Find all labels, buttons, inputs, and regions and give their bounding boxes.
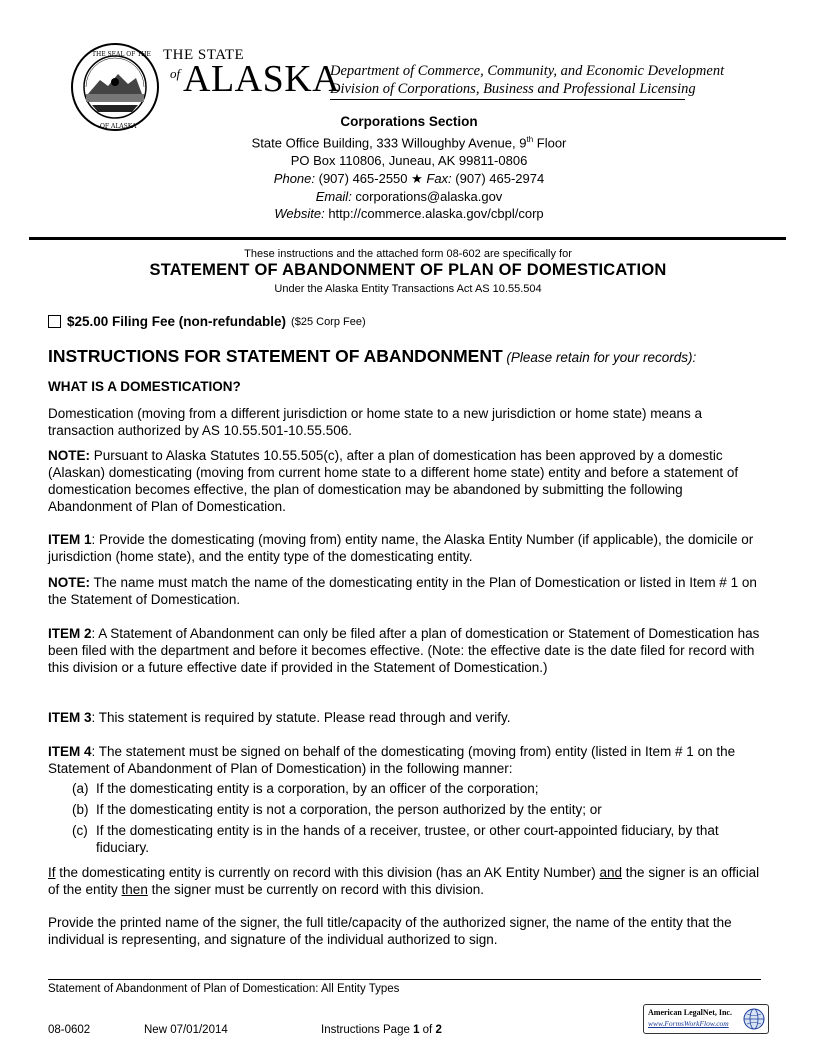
- phone-label: Phone:: [273, 170, 315, 186]
- filing-fee-row: [48, 314, 366, 329]
- what-is-heading: WHAT IS A DOMESTICATION?: [48, 379, 241, 394]
- footer-page-indicator: [321, 1024, 442, 1036]
- footer-form-code: 08-0602: [48, 1024, 91, 1036]
- note-text: Pursuant to Alaska Statutes 10.55.505(c), after a plan of domestication has been approved by a domestic (Alaskan) domesticating (moving from current home state to a different home state) entity and before a statement of domestication becomes effective, the plan of domestication may be abandoned by submitting the following Abandonment of Plan of Domestication.: [48, 448, 739, 514]
- item-label: ITEM 3: [48, 710, 92, 725]
- para-text: the domesticating entity is currently on record with this division (has an AK Entity Number): [55, 865, 600, 880]
- instructions-heading-note: (Please retain for your records):: [502, 350, 697, 365]
- filing-fee-label: $25.00 Filing Fee (non-refundable): [67, 314, 287, 329]
- item-text: : Provide the domesticating (moving from) entity name, the Alaska Entity Number (if applicable), the domicile or jurisdiction (home state), and the entity type of the domesticating entity.: [48, 532, 754, 564]
- list-item-label: (a): [72, 781, 89, 796]
- if-word: If: [48, 865, 56, 880]
- footer-divider: [48, 979, 761, 980]
- globe-icon: [743, 1008, 765, 1030]
- and-word: and: [599, 865, 623, 880]
- filing-fee-note: ($25 Corp Fee): [291, 315, 366, 328]
- email-value[interactable]: corporations@alaska.gov: [351, 188, 503, 204]
- department-block: [330, 62, 724, 98]
- domestication-definition: Domestication (moving from a different jurisdiction or home state to a new jurisdiction or home state) means a transaction authorized by AS 10.55.501-10.55.506.: [48, 406, 703, 438]
- thick-divider: [29, 237, 786, 240]
- svg-text:THE SEAL OF THE: THE SEAL OF THE: [92, 51, 151, 58]
- list-item: [72, 822, 768, 856]
- header-divider: [330, 99, 685, 100]
- section-title: Corporations Section: [340, 114, 478, 129]
- footer-form-date: New 07/01/2014: [144, 1024, 228, 1036]
- website-label: Website:: [274, 206, 325, 222]
- note-text: The name must match the name of the domesticating entity in the Plan of Domestication or listed in Item # 1 on the Statement of Domestication.: [48, 575, 757, 607]
- page-prefix: Instructions Page: [321, 1024, 414, 1036]
- item-4: [48, 743, 768, 777]
- page-of: of: [419, 1024, 436, 1036]
- division-line: Division of Corporations, Business and Professional Licensing: [330, 81, 696, 97]
- alaska-wordmark: ALASKA: [183, 58, 341, 100]
- list-item-label: (c): [72, 823, 88, 838]
- item-3: [48, 709, 768, 726]
- item-text: : The statement must be signed on behalf of the domesticating (moving from) entity (listed in Item # 1 on the Statement of Abandonment of Plan of Domestication) in the following manner:: [48, 744, 736, 776]
- item-label: ITEM 4: [48, 744, 92, 759]
- email-label: Email:: [315, 188, 352, 204]
- note-label: NOTE:: [48, 448, 90, 463]
- document-subtitle: Under the Alaska Entity Transactions Act AS 10.55.504: [274, 283, 542, 295]
- item-label: ITEM 1: [48, 532, 92, 547]
- list-item: [72, 801, 768, 818]
- signer-record-paragraph: [48, 864, 768, 898]
- svg-text:OF ALASKA: OF ALASKA: [100, 123, 137, 130]
- state-of-label: of: [170, 66, 181, 81]
- signer-list: [72, 780, 768, 856]
- list-item: [72, 780, 768, 797]
- item-2: [48, 625, 768, 676]
- list-item-text: If the domesticating entity is in the hands of a receiver, trustee, or other court-appointed fiduciary, by that fiduciary.: [96, 823, 719, 855]
- the-state-label: THE STATE: [163, 47, 245, 63]
- address-line-2: PO Box 110806, Juneau, AK 99811-0806: [290, 152, 528, 168]
- item-text: : This statement is required by statute. Please read through and verify.: [91, 710, 511, 725]
- floor-superscript: th: [526, 134, 534, 144]
- para-text: the signer must be currently on record with this division.: [147, 882, 484, 897]
- then-word: then: [121, 882, 148, 897]
- page-total: 2: [435, 1024, 442, 1036]
- instructions-heading: [48, 346, 696, 367]
- logo-name: American LegalNet, Inc.: [648, 1008, 732, 1017]
- item-text: : A Statement of Abandonment can only be filed after a plan of domestication or Statement of Domestication has been filed with the department and before it becomes effective. (Note: the effective date is the date filed for record with this division or a future effective date if provided in the Statement of Domestication.): [48, 626, 760, 675]
- list-item-text: If the domesticating entity is not a corporation, the person authorized by the entity; or: [96, 802, 602, 817]
- alaska-state-seal: [70, 42, 160, 132]
- fax-value: (907) 465-2974: [451, 170, 545, 186]
- note-1: [48, 447, 768, 515]
- logo-url[interactable]: www.FormsWorkFlow.com: [648, 1019, 729, 1028]
- para-text: the signer is an official of the entity: [48, 865, 760, 897]
- address-floor: Floor: [533, 135, 567, 151]
- department-line: Department of Commerce, Community, and Economic Development: [330, 63, 725, 79]
- note-2: [48, 574, 768, 608]
- filing-fee-checkbox[interactable]: [48, 315, 61, 328]
- pre-title: These instructions and the attached form 08-602 are specifically for: [244, 248, 572, 260]
- signer-details-paragraph: Provide the printed name of the signer, the full title/capacity of the authorized signer, the name of the entity that the individual is representing, and signature of the individual authorized to sign.: [48, 915, 732, 947]
- list-item-text: If the domesticating entity is a corporation, by an officer of the corporation;: [96, 781, 539, 796]
- email-line: [226, 188, 592, 206]
- item-label: ITEM 2: [48, 626, 92, 641]
- document-title: STATEMENT OF ABANDONMENT OF PLAN OF DOMESTICATION: [149, 261, 667, 279]
- contact-block: [226, 113, 592, 223]
- fax-label: Fax:: [426, 170, 452, 186]
- address-line-1: [226, 131, 592, 152]
- american-legalnet-logo[interactable]: [643, 1004, 769, 1034]
- website-line: [226, 205, 592, 223]
- phone-value: (907) 465-2550 ★: [315, 170, 427, 186]
- footer-form-title: Statement of Abandonment of Plan of Domestication: All Entity Types: [48, 983, 400, 995]
- website-value[interactable]: http://commerce.alaska.gov/cbpl/corp: [324, 206, 544, 222]
- list-item-label: (b): [72, 802, 89, 817]
- address-street: State Office Building, 333 Willoughby Avenue, 9: [251, 135, 527, 151]
- item-1: [48, 531, 768, 565]
- note-label: NOTE:: [48, 575, 90, 590]
- page-number: 1: [413, 1024, 420, 1036]
- instructions-heading-text: INSTRUCTIONS FOR STATEMENT OF ABANDONMENT: [48, 346, 503, 366]
- phone-fax-line: [226, 170, 592, 188]
